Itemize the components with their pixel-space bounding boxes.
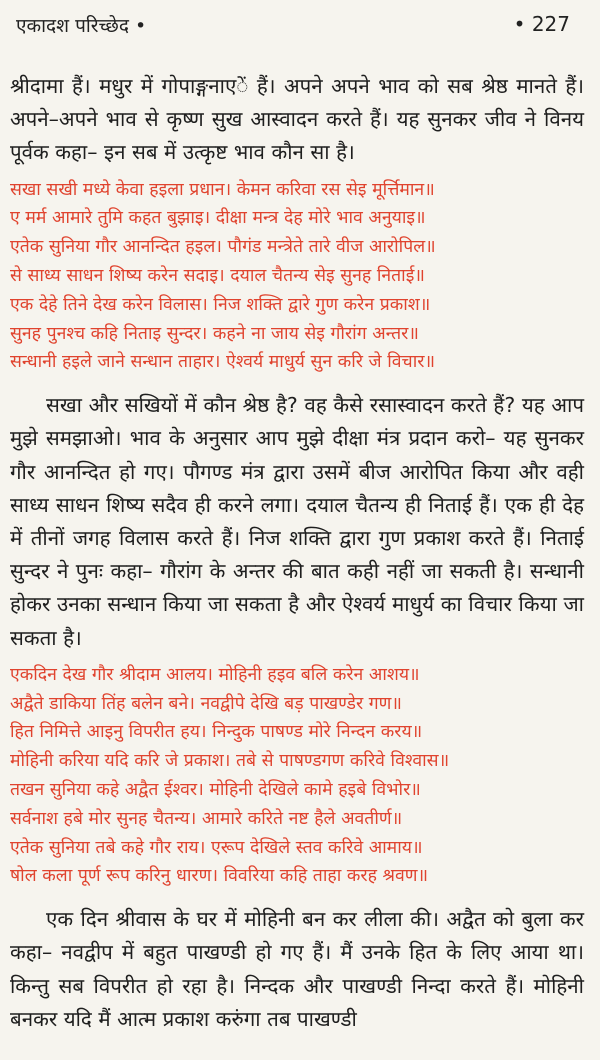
verse-line: हित निमित्ते आइनु विपरीत हय। निन्दुक पाषण्ड मोरे निन्दन करय॥: [10, 722, 423, 743]
body-text: [10, 70, 584, 1036]
verse-line: मोहिनी करिया यदि करि जे प्रकाश। तबे से पाषण्डगण करिवे विश्वास॥: [10, 751, 450, 772]
verse-block-2: [10, 661, 584, 891]
verse-line: एक देहे तिने देख करेन विलास। निज शक्ति द्वारे गुण करेन प्रकाश॥: [10, 294, 431, 315]
paragraph-3: एक दिन श्रीवास के घर में मोहिनी बन कर लीला की। अद्वैत को बुला कर कहा– नवद्वीप में बहुत पाखण्डी हो गए हैं। मैं उनके हित के लिए आया था। किन्तु सब विपरीत हो रहा है। निन्दक और पाखण्डी निन्दा करते हैं। मोहिनी बनकर यदि मैं आत्म प्रकाश करुंगा तब पाखण्डी: [10, 907, 584, 1031]
chapter-title: एकादश परिच्छेद •: [16, 15, 147, 37]
verse-line: तखन सुनिया कहे अद्वैत ईश्वर। मोहिनी देखिले कामे हइबे विभोर॥: [10, 780, 421, 800]
page-header: [10, 0, 584, 70]
verse-block-1: [10, 176, 584, 378]
verse-line: सखा सखी मध्ये केवा हइला प्रधान। केमन करिवा रस सेइ मूर्त्तिमान॥: [10, 179, 435, 200]
verse-line: एतेक सुनिया तबे कहे गौर राय। एरूप देखिले स्तव करिवे आमाय॥: [10, 837, 423, 858]
verse-line: सर्वनाश हबे मोर सुनह चैतन्य। आमारे करिते नष्ट हैले अवतीर्ण॥: [10, 808, 403, 829]
verse-line: अद्वैते डाकिया तिंह बलेन बने। नवद्वीपे देखि बड़ पाखण्डेर गण॥: [10, 693, 402, 714]
verse-line: षोल कला पूर्ण रूप करिनु धारण। विवरिया कहि ताहा करह श्रवण॥: [10, 866, 429, 887]
verse-line: एतेक सुनिया गौर आनन्दित हइल। पौगंड मन्त्रेते तारे वीज आरोपिल॥: [10, 237, 436, 258]
verse-line: सुनह पुनश्च कहि निताइ सुन्दर। कहने ना जाय सेइ गौरांग अन्तर॥: [10, 323, 419, 344]
verse-line: सन्धानी हइले जाने सन्धान ताहार। ऐश्वर्य माधुर्य सुन करि जे विचार॥: [10, 352, 436, 373]
verse-line: ए मर्म आमारे तुमि कहत बुझाइ। दीक्षा मन्त्र देह मोरे भाव अनुयाइ॥: [10, 208, 426, 229]
verse-line: से साध्य साधन शिष्य करेन सदाइ। दयाल चैतन्य सेइ सुनह निताई॥: [10, 266, 425, 286]
page-number: • 227: [513, 12, 570, 36]
paragraph-1: श्रीदामा हैं। मधुर में गोपाङ्गनाएें हैं। अपने अपने भाव को सब श्रेष्ठ मानते हैं। अपने–अपने भाव से कृष्ण सुख आस्वादन करते हैं। यह सुनकर जीव ने विनय पूर्वक कहा– इन सब में उत्कृष्ट भाव कौन सा है।: [10, 74, 584, 165]
verse-line: एकदिन देख गौर श्रीदाम आलय। मोहिनी हइव बलि करेन आशय॥: [10, 664, 420, 685]
paragraph-2: सखा और सखियों में कौन श्रेष्ठ है? वह कैसे रसास्वादन करते हैं? यह आप मुझे समझाओ। भाव के अनुसार आप मुझे दीक्षा मंत्र प्रदान करो– यह सुनकर गौर आनन्दित हो गए। पौगण्ड मंत्र द्वारा उसमें बीज आरोपित किया और वही साध्य साधन शिष्य सदैव ही करने लगा। दयाल चैतन्य ही निताई हैं। एक ही देह में तीनों जगह विलास करते हैं। निज शक्ति द्वारा गुण प्रकाश करते हैं। निताई सुन्दर ने पुनः कहा– गौरांग के अन्तर की बात कही नहीं जा सकती है। सन्धानी होकर उनका सन्धान किया जा सकता है और ऐश्वर्य माधुर्य का विचार किया जा सकता है।: [10, 393, 584, 650]
